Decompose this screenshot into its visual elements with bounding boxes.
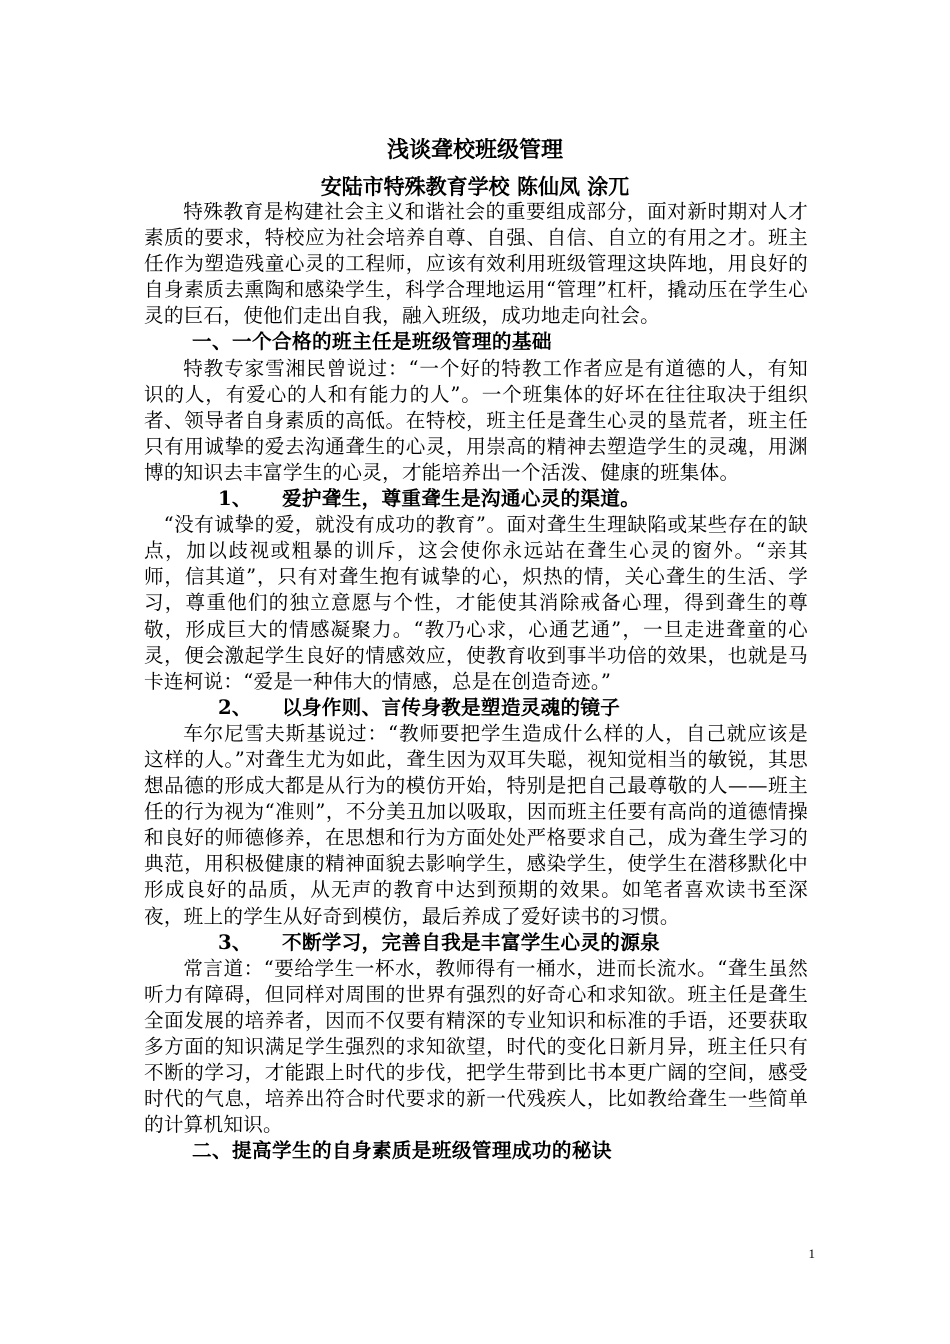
subsection-3-number: 3、	[218, 930, 252, 954]
document-body	[144, 199, 808, 1164]
subsection-1-heading	[144, 486, 808, 512]
page-number: 1	[808, 1246, 815, 1261]
subsection-1-title: 爱护聋生，尊重聋生是沟通心灵的渠道。	[282, 487, 641, 511]
subsection-3-heading	[144, 930, 808, 956]
document-author: 安陆市特殊教育学校 陈仙凤 涂兀	[320, 174, 630, 199]
document-title: 浅谈聋校班级管理	[386, 137, 563, 163]
subsection-2-number: 2、	[218, 695, 252, 719]
subsection-3-paragraph: 常言道：“要给学生一杯水，教师得有一桶水，进而长流水。“聋生虽然听力有障碍，但同样对周围的世界有强烈的好奇心和求知欲。班主任是聋生全面发展的培养者，因而不仅要有精深的专业知识和标准的手语，还要获取多方面的知识满足学生强烈的求知欲望，时代的变化日新月异，班主任只有不断的学习，才能跟上时代的步伐，把学生带到比书本更广阔的空间，感受时代的气息，培养出符合时代要求的新一代残疾人，比如教给聋生一些简单的计算机知识。	[144, 956, 808, 1137]
subsection-2-paragraph: 车尔尼雪夫斯基说过：“教师要把学生造成什么样的人，自己就应该是这样的人。”对聋生尤为如此，聋生因为双耳失聪，视知觉相当的敏锐，其思想品德的形成大都是从行为的模仿开始，特别是把自己最尊敬的人——班主任的行为视为“准则”，不分美丑加以吸取，因而班主任要有高尚的道德情操和良好的师德修养，在思想和行为方面处处严格要求自己，成为聋生学习的典范，用积极健康的精神面貌去影响学生，感染学生，使学生在潜移默化中形成良好的品质，从无声的教育中达到预期的效果。如笔者喜欢读书至深夜，班上的学生从好奇到模仿，最后养成了爱好读书的习惯。	[144, 721, 808, 928]
subsection-1-paragraph: “没有诚挚的爱，就没有成功的教育”。面对聋生生理缺陷或某些存在的缺点，加以歧视或粗暴的训斥，这会使你永远站在聋生心灵的窗外。“亲其师，信其道”，只有对聋生抱有诚挚的心，炽热的情，关心聋生的生活、学习，尊重他们的独立意愿与个性，才能使其消除戒备心理，得到聋生的尊敬，形成巨大的情感凝聚力。“教乃心求，心通艺通”，一旦走进聋童的心灵，便会激起学生良好的情感效应，使教育收到事半功倍的效果，也就是马卡连柯说：“爱是一种伟大的情感，总是在创造奇迹。”	[144, 513, 808, 693]
section-1-heading: 一、一个合格的班主任是班级管理的基础	[192, 330, 552, 354]
intro-paragraph: 特殊教育是构建社会主义和谐社会的重要组成部分，面对新时期对人才素质的要求，特校应为社会培养自尊、自强、自信、自立的有用之才。班主任作为塑造残童心灵的工程师，应该有效利用班级管理这块阵地，用良好的自身素质去熏陶和感染学生，科学合理地运用“管理”杠杆，撬动压在学生心灵的巨石，使他们走出自我，融入班级，成功地走向社会。	[144, 200, 808, 328]
subsection-2-heading	[144, 695, 808, 721]
section-2-heading: 二、提高学生的自身素质是班级管理成功的秘诀	[192, 1139, 612, 1163]
subsection-1-number: 1、	[218, 487, 252, 511]
subsection-2-title: 以身作则、言传身教是塑造灵魂的镜子	[282, 695, 621, 719]
subsection-3-title: 不断学习，完善自我是丰富学生心灵的源泉	[282, 930, 660, 954]
section-1-paragraph: 特教专家雪湘民曾说过：“一个好的特教工作者应是有道德的人，有知识的人，有爱心的人和有能力的人”。一个班集体的好坏在往往取决于组织者、领导者自身素质的高低。在特校，班主任是聋生心灵的垦荒者，班主任只有用诚挚的爱去沟通聋生的心灵，用崇高的精神去塑造学生的灵魂，用渊博的知识去丰富学生的心灵，才能培养出一个活泼、健康的班集体。	[144, 356, 808, 484]
